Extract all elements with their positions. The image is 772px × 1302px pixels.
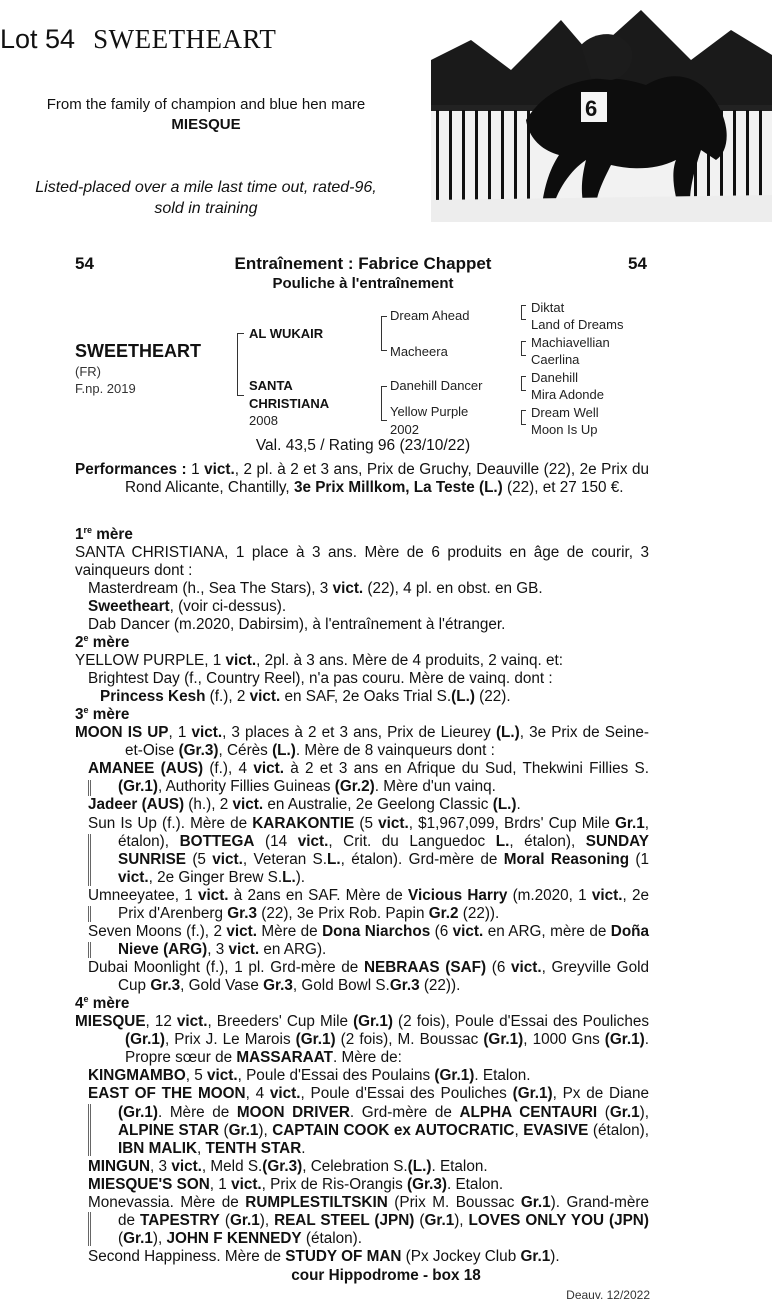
first-dam: 1re mère SANTA CHRISTIANA, 1 place à 3 ans. Mère de 6 produits en âge de courir, 3 vainqueurs dont : Masterdream (h., Sea The Stars), 3 vict. (22), 4 pl. en obst. en GB. Sweetheart, (voir ci-dessus). Dab Dancer (m.2020, Dabirsim), à l'entraînement à l'étranger. [75,524,649,634]
performances: Performances : 1 vict., 2 pl. à 2 et 3 ans, Prix de Gruchy, Deauville (22), 2e Prix du Rond Alicante, Chantilly, 3e Prix Millkom, La Teste (L.) (22), et 27 150 €. [75,461,650,497]
dam-sire: Danehill Dancer [390,378,483,393]
child-bar [88,834,91,886]
lot-number: Lot 54 [0,24,76,54]
child-bar [88,906,91,922]
child-bar [88,1212,91,1246]
listed-note: Listed-placed over a mile last time out, rated-96, sold in training [35,179,377,217]
dam-dam: Yellow Purple [390,404,469,419]
sdd: Caerlina [531,352,580,367]
dam-line2: CHRISTIANA [249,396,330,411]
lot-horse-name: SWEETHEART [93,24,277,54]
dam-dam-year: 2002 [390,422,419,437]
child-bar [88,1104,91,1156]
trainer-title: Entraînement : Fabrice Chappet [234,254,492,273]
child-bar [88,780,91,796]
lot-number-left: 54 [75,254,94,273]
horse-name: SWEETHEART [75,341,201,361]
sss: Diktat [531,300,565,315]
dds: Dream Well [531,405,599,420]
box-location: cour Hippodrome - box 18 [291,1267,481,1284]
third-dam: 3e mère MOON IS UP, 1 vict., 3 places à 2 et 3 ans, Prix de Lieurey (L.), 3e Prix de Seine-et-Oise (Gr.3), Cérès (L.). Mère de 8 vainqueurs dont : AMANEE (AUS) (f.), 4 vict. à 2 et 3 ans en Afrique du Sud, Thekwini Fillies S.(Gr.1), Authority Fillies Guineas (Gr.2). Mère d'un vainq. Jadeer (AUS) (h.), 2 vict. en Australie, 2e Geelong Classic (L.). Sun Is Up (f.). Mère de KARAKONTIE (5 vict., $1,967,099, Brdrs' Cup Mile Gr.1, étalon), BOTTEGA (14 vict., Crit. du Languedoc L., étalon), SUNDAY SUNRISE (5 vict., Veteran S.L., étalon). Grd-mère de Moral Reasoning (1 vict., 2e Ginger Brew S.L.). Umneeyatee, 1 vict. à 2ans en SAF. Mère de Vicious Harry (m.2020, 1 vict., 2e Prix d'Arenberg Gr.3 (22), 3e Prix Rob. Papin Gr.2 (22)). Seven Moons (f.), 2 vict. Mère de Dona Niarchos (6 vict. en ARG, mère de Doña Nieve (ARG), 3 vict. en ARG). Dubai Moonlight (f.), 1 pl. Grd-mère de NEBRAAS (SAF) (6 vict., Greyville Gold Cup Gr.3, Gold Vase Gr.3, Gold Bowl S.Gr.3 (22)). [75,704,650,995]
second-dam: 2e mère YELLOW PURPLE, 1 vict., 2pl. à 3 ans. Mère de 4 produits, 2 vainq. et: Brightest Day (f., Country Reel), n'a pas couru. Mère de vainq. dont : Princess Kesh (f.), 2 vict. en SAF, 2e Oaks Trial S.(L.) (22). [75,632,564,706]
sire-sire: Dream Ahead [390,308,470,323]
sire-dam: Macheera [390,344,448,359]
ddd: Moon Is Up [531,422,598,437]
horse-status: Pouliche à l'entraînement [272,275,454,292]
first-dam-summary: SANTA CHRISTIANA, 1 place à 3 ans. Mère de 6 produits en âge de courir, 3 vainqueurs dont : [75,544,649,580]
sds: Machiavellian [531,335,610,350]
dss: Danehill [531,370,578,385]
miesque-name: MIESQUE [171,116,241,133]
sale-date: Deauv. 12/2022 [566,1288,650,1302]
dsd: Mira Adonde [531,387,604,402]
lot-number-right: 54 [628,254,647,273]
val-rating: Val. 43,5 / Rating 96 (23/10/22) [255,437,471,454]
ssd: Land of Dreams [531,317,624,332]
dam-year: 2008 [249,413,278,428]
fourth-dam: 4e mère MIESQUE, 12 vict., Breeders' Cup Mile (Gr.1) (2 fois), Poule d'Essai des Pouliches (Gr.1), Prix J. Le Marois (Gr.1) (2 fois), M. Boussac (Gr.1), 1000 Gns (Gr.1). Propre sœur de MASSARAAT. Mère de: KINGMAMBO, 5 vict., Poule d'Essai des Poulains (Gr.1). Etalon. EAST OF THE MOON, 4 vict., Poule d'Essai des Pouliches (Gr.1), Px de Diane (Gr.1). Mère de MOON DRIVER. Grd-mère de ALPHA CENTAURI (Gr.1), ALPINE STAR (Gr.1), CAPTAIN COOK ex AUTOCRATIC, EVASIVE (étalon), IBN MALIK, TENTH STAR. MINGUN, 3 vict., Meld S.(Gr.3), Celebration S.(L.). Etalon. MIESQUE'S SON, 1 vict., Prix de Ris-Orangis (Gr.3). Etalon. Monevassia. Mère de RUMPLESTILTSKIN (Prix M. Boussac Gr.1). Grand-mère de TAPESTRY (Gr.1), REAL STEEL (JPN) (Gr.1), LOVES ONLY YOU (JPN) (Gr.1), JOHN F KENNEDY (étalon). Second Happiness. Mère de STUDY OF MAN (Px Jockey Club Gr.1). [75,993,649,1266]
lot-title [0,24,276,55]
first-dam-heading: 1re mère [75,524,133,543]
svg-text:6: 6 [585,96,598,121]
child-bar [88,942,91,958]
racing-photo [431,0,772,222]
dam-line1: SANTA [249,378,293,393]
horse-meta: (FR) F.np. 2019 [75,364,136,396]
sire: AL WUKAIR [249,326,324,341]
family-note: From the family of champion and blue hen mare MIESQUE [46,96,366,133]
